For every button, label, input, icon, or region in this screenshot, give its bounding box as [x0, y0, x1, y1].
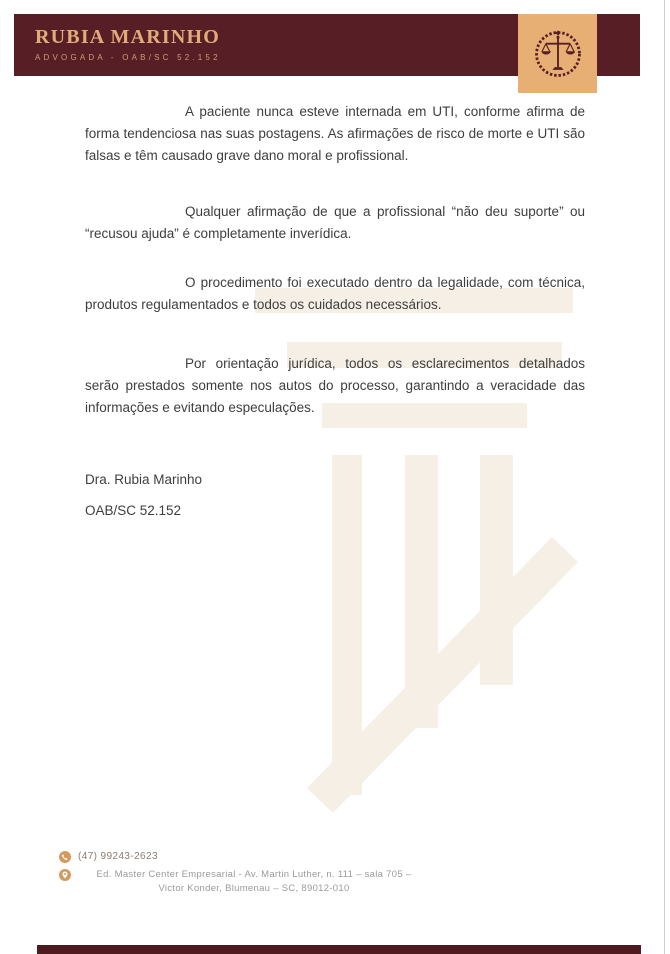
phone-number: (47) 99243-2623 [78, 851, 158, 862]
letterhead-identity [35, 25, 221, 62]
phone-row [59, 850, 158, 864]
paragraph-procedure-legality: O procedimento foi executado dentro da legalidade, com técnica, produtos regulamentados e todos os cuidados necessários. [85, 275, 585, 312]
paragraph-uti-denial: A paciente nunca esteve internada em UTI, conforme afirma de forma tendenciosa nas suas postagens. As afirmações de risco de morte e UTI são falsas e têm causado grave dano moral e profissional. [85, 104, 585, 163]
office-address [78, 868, 430, 896]
lawyer-name: RUBIA MARINHO [35, 26, 221, 48]
location-pin-icon [59, 869, 71, 881]
scales-of-justice-icon [530, 26, 586, 82]
page-edge-line [664, 0, 665, 954]
paragraph-support-denial: Qualquer afirmação de que a profissional “não deu suporte” ou “recusou ajuda” é completamente inverídica. [85, 204, 585, 241]
signature-oab-number: OAB/SC 52.152 [85, 503, 182, 518]
address-row [59, 868, 430, 896]
address-line-1: Ed. Master Center Empresarial - Av. Martin Luther, n. 111 – sala 705 – [96, 869, 412, 880]
lawyer-title-oab: ADVOGADA - OAB/SC 52.152 [35, 53, 221, 62]
signature-name: Dra. Rubia Marinho [85, 472, 203, 487]
logo-badge [518, 14, 597, 93]
paragraph-legal-guidance: Por orientação jurídica, todos os esclarecimentos detalhados serão prestados somente nos autos do processo, garantindo a veracidade das informações e evitando especulações. [85, 356, 585, 415]
address-line-2: Victor Konder, Blumenau – SC, 89012-010 [158, 883, 350, 894]
footer-accent-bar [37, 945, 641, 954]
phone-icon [59, 851, 71, 863]
